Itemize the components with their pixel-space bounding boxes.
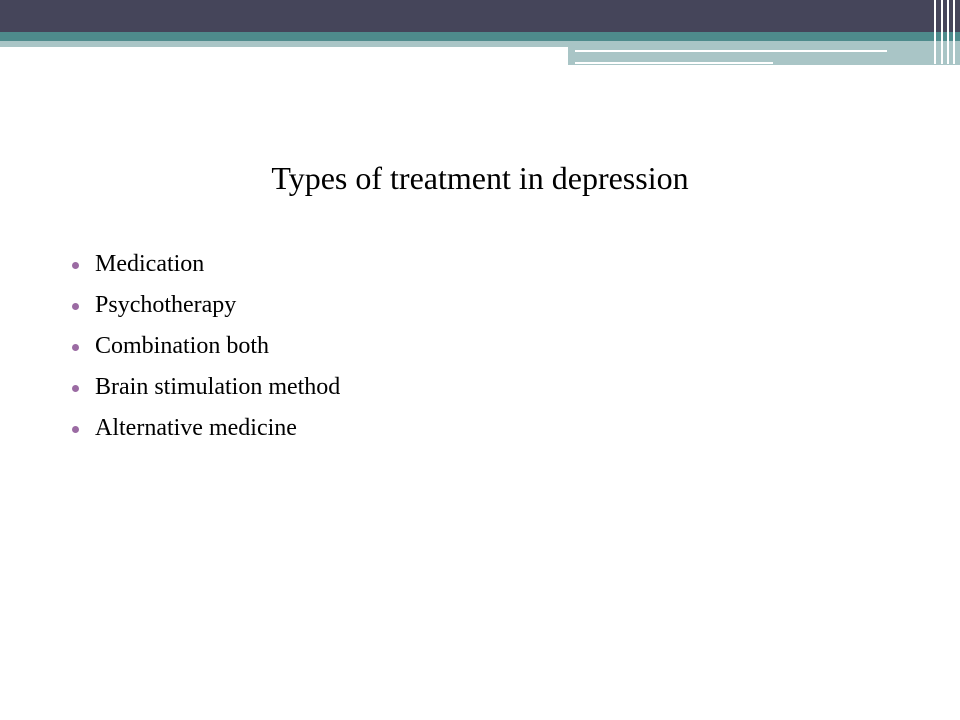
bullet-list: [72, 244, 340, 449]
bullet-text: Psychotherapy: [95, 292, 237, 318]
list-item: [72, 285, 340, 326]
header-dark-bar: [0, 0, 960, 32]
bullet-text: Brain stimulation method: [95, 374, 341, 400]
bullet-dot-icon: [72, 385, 79, 392]
bullet-text: Medication: [95, 251, 205, 277]
list-item: [72, 326, 340, 367]
header-white-line: [575, 50, 887, 52]
header-white-line: [575, 62, 773, 64]
bullet-dot-icon: [72, 303, 79, 310]
header-stripe: [947, 0, 949, 64]
header-stripe: [934, 0, 936, 64]
bullet-text: Alternative medicine: [95, 415, 297, 441]
header-stripe: [953, 0, 955, 64]
list-item: [72, 367, 340, 408]
slide-title: Types of treatment in depression: [271, 160, 689, 196]
list-item: [72, 408, 340, 449]
bullet-dot-icon: [72, 344, 79, 351]
bullet-text: Combination both: [95, 333, 269, 359]
header-light-teal-bar-left: [0, 41, 568, 47]
bullet-dot-icon: [72, 426, 79, 433]
list-item: [72, 244, 340, 285]
bullet-dot-icon: [72, 262, 79, 269]
header-stripe: [941, 0, 943, 64]
header-teal-bar: [0, 32, 960, 41]
